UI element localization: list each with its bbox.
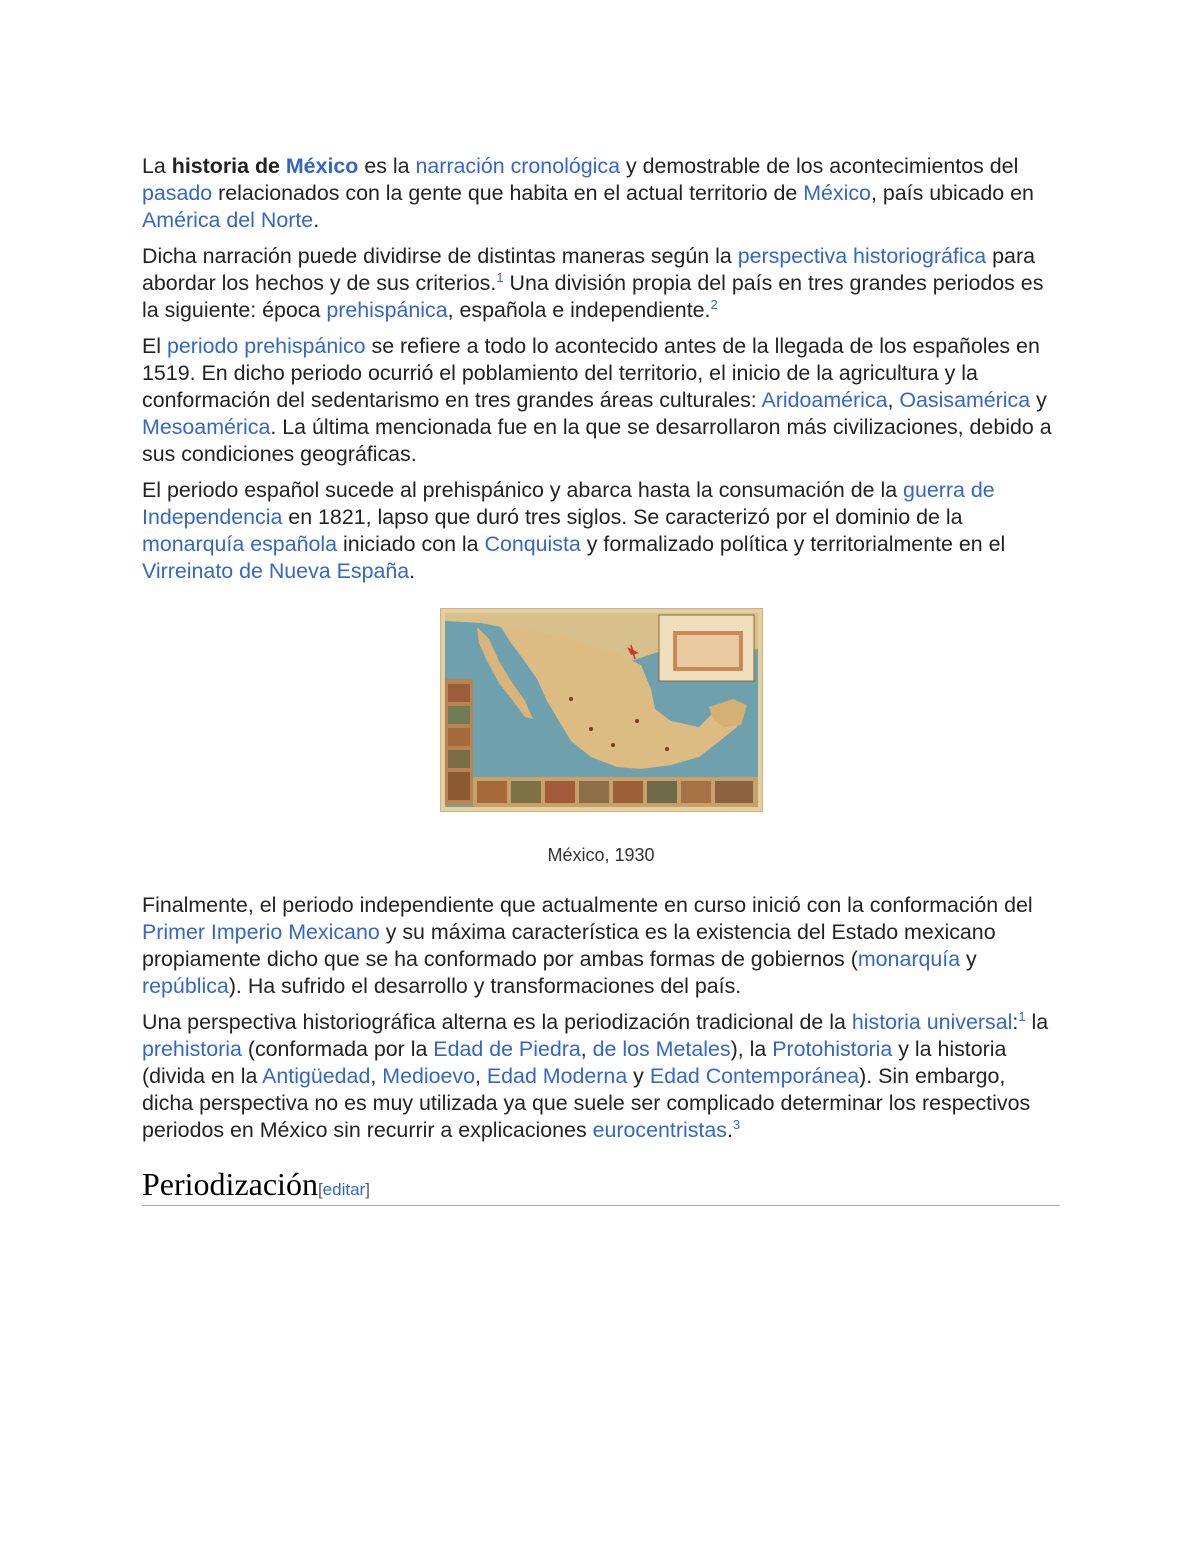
link-monarquia-espanola[interactable]: monarquía española [142,532,338,556]
reference-2[interactable]: 2 [710,296,718,312]
bracket-open: [ [317,1180,323,1199]
text: ). Sin embargo, dicha perspectiva no es muy utilizada ya que suele ser complicado determinar los respectivos periodos en México sin recurrir a explicaciones [142,1064,1031,1142]
paragraph-perspectiva [142,243,1060,324]
text: : [1012,1010,1019,1034]
text: , [475,1064,487,1088]
link-protohistoria[interactable]: Protohistoria [772,1037,893,1061]
text: y su máxima característica es la existencia del Estado mexicano propiamente dicho que se ha conformado por ambas formas de gobiernos ( [142,920,996,971]
link-primer-imperio[interactable]: Primer Imperio Mexicano [142,920,380,944]
section-heading-periodizacion [142,1166,1060,1206]
link-de-los-metales[interactable]: de los Metales [592,1037,731,1061]
link-virreinato[interactable]: Virreinato de Nueva España [142,559,410,583]
mexico-map-illustration [441,609,762,811]
text: . [409,559,416,583]
text: ). Ha sufrido el desarrollo y transformaciones del país. [228,974,742,998]
text: es la [358,154,416,178]
text: ), la [730,1037,773,1061]
link-america-del-norte[interactable]: América del Norte [142,208,314,232]
article-body [142,153,1060,1206]
map-figure [142,608,1060,866]
text: Dicha narración puede dividirse de distintas maneras según la [142,244,738,268]
text: la [1025,1010,1049,1034]
link-edad-de-piedra[interactable]: Edad de Piedra [433,1037,581,1061]
text: El [142,334,167,358]
text: y la historia (divida en la [142,1037,1007,1088]
text: Una división propia del país en tres grandes periodos es la siguiente: época [142,271,1044,322]
text: , [580,1037,593,1061]
reference-1b[interactable]: 1 [1018,1008,1026,1024]
text: Finalmente, el periodo independiente que actualmente en curso inició con la conformación del [142,893,1033,917]
text: La [142,154,172,178]
map-caption: México, 1930 [547,845,655,865]
reference-3[interactable]: 3 [732,1116,741,1132]
text: . [313,208,320,232]
text: iniciado con la [337,532,485,556]
link-prehispanica[interactable]: prehispánica [326,298,448,322]
link-monarquia[interactable]: monarquía [857,947,961,971]
link-periodo-prehispanico[interactable]: periodo prehispánico [166,334,366,358]
link-oasisamerica[interactable]: Oasisamérica [899,388,1031,412]
text: y [960,947,977,971]
edit-link[interactable]: editar [322,1180,366,1199]
text: El periodo español sucede al prehispánico y abarca hasta la consumación de la [142,478,904,502]
paragraph-prehispanico [142,333,1060,468]
link-narracion-cronologica[interactable]: narración cronológica [415,154,620,178]
bracket-close: ] [365,1180,370,1199]
link-guerra-independencia[interactable]: guerra de Independencia [142,478,995,529]
link-medioevo[interactable]: Medioevo [382,1064,475,1088]
text: relacionados con la gente que habita en el actual territorio de [212,181,804,205]
text: y [1030,388,1047,412]
text: (conformada por la [241,1037,434,1061]
text: se refiere a todo lo acontecido antes de la llegada de los españoles en 1519. En dicho periodo ocurrió el poblamiento del territorio, el inicio de la agricultura y la conformación del sedentarismo en tres grandes áreas culturales: [142,334,1040,412]
link-edad-contemporanea[interactable]: Edad Contemporánea [649,1064,860,1088]
link-mexico[interactable]: México [803,181,871,205]
paragraph-independiente [142,892,1060,1000]
reference-1[interactable]: 1 [496,269,504,285]
text: para abordar los hechos y de sus criterios. [142,244,1035,295]
text: y formalizado política y territorialmente en el [580,532,1006,556]
title-bold: historia de [171,154,286,178]
link-edad-moderna[interactable]: Edad Moderna [486,1064,628,1088]
map-image[interactable] [440,608,763,812]
link-prehistoria[interactable]: prehistoria [142,1037,242,1061]
paragraph-espanol [142,477,1060,585]
text: . [726,1118,733,1142]
link-perspectiva-historiografica[interactable]: perspectiva historiográfica [737,244,987,268]
text: y demostrable de los acontecimientos del [620,154,1019,178]
section-title: Periodización [142,1166,318,1202]
text: , [887,388,900,412]
text: . La última mencionada fue en la que se desarrollaron más civilizaciones, debido a sus condiciones geográficas. [142,415,1052,466]
link-historia-universal[interactable]: historia universal [851,1010,1013,1034]
text: , [370,1064,383,1088]
text: , española e independiente. [447,298,711,322]
link-eurocentristas[interactable]: eurocentristas [592,1118,727,1142]
edit-section [318,1180,370,1199]
text: Una perspectiva historiográfica alterna es la periodización tradicional de la [142,1010,852,1034]
intro-paragraph [142,153,1060,234]
link-aridoamerica[interactable]: Aridoamérica [761,388,888,412]
link-republica[interactable]: república [142,974,229,998]
link-mexico-bold[interactable]: México [285,154,359,178]
link-conquista[interactable]: Conquista [484,532,581,556]
link-antiguedad[interactable]: Antigüedad [262,1064,371,1088]
text: en 1821, lapso que duró tres siglos. Se caracterizó por el dominio de la [282,505,963,529]
text: y [627,1064,650,1088]
paragraph-historia-universal [142,1009,1060,1144]
link-mesoamerica[interactable]: Mesoamérica [142,415,271,439]
text: , país ubicado en [870,181,1034,205]
link-pasado[interactable]: pasado [142,181,213,205]
